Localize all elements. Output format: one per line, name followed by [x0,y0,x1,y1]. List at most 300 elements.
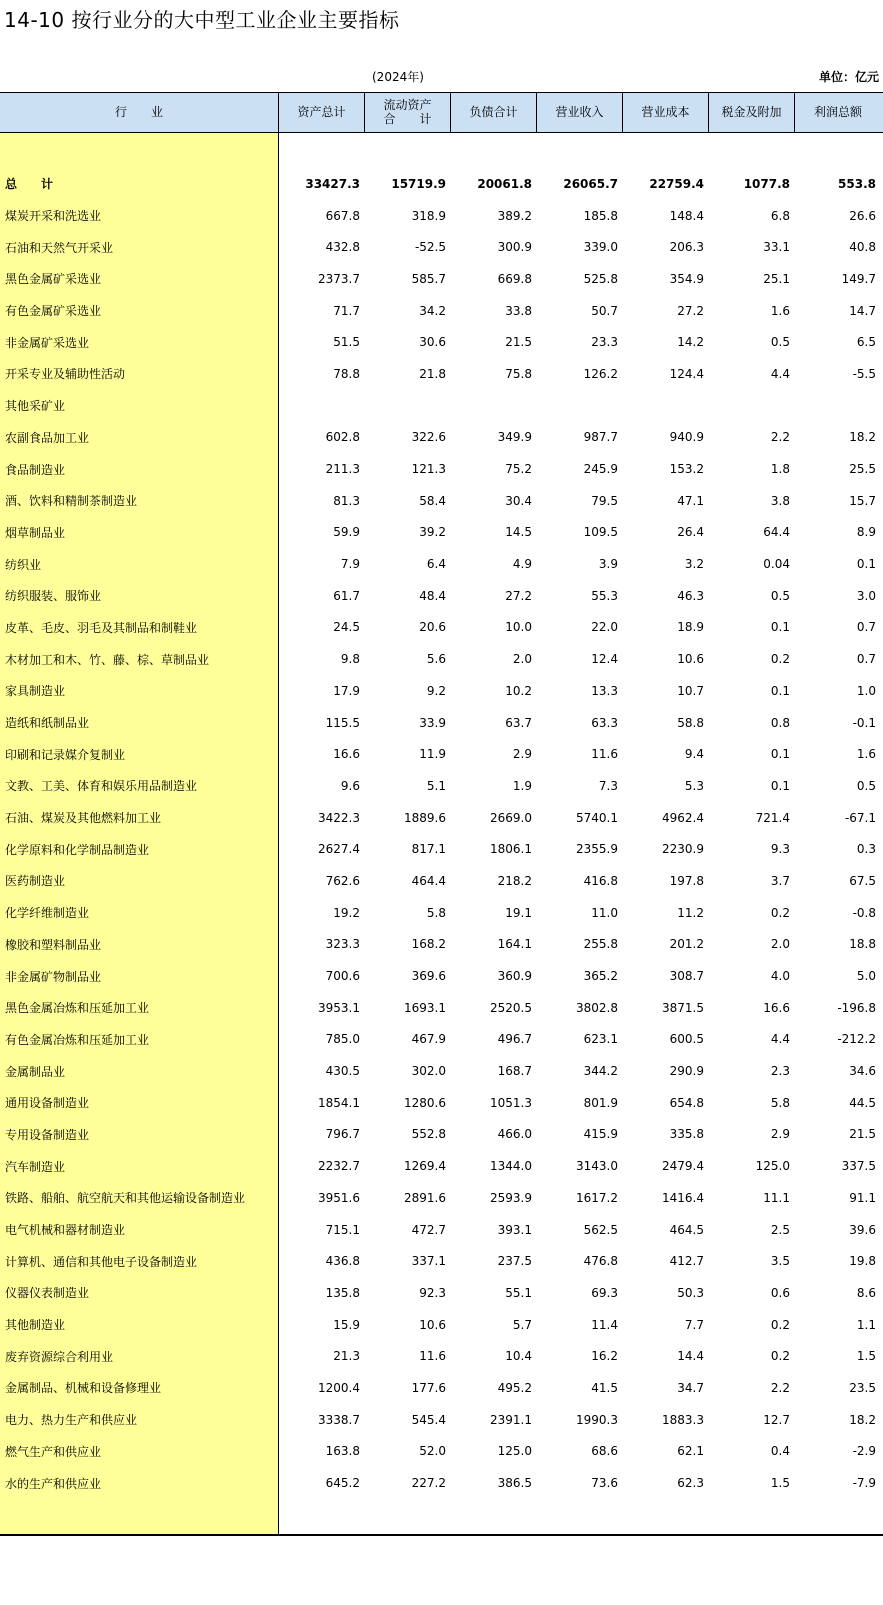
row-label: 黑色金属矿采选业 [5,272,102,287]
cell-value: 75.8 [505,366,532,381]
header-industry: 行 业 [0,93,279,132]
cell-value: 0.8 [770,715,790,730]
cell-value: -212.2 [837,1032,876,1047]
row-label: 食品制造业 [5,462,66,477]
header-current-assets [365,93,451,132]
row-label: 有色金属冶炼和压延加工业 [5,1032,150,1047]
cell-value: 721.4 [755,810,790,825]
cell-value: 1.8 [770,462,790,477]
row-label: 汽车制造业 [5,1159,66,1174]
cell-value: 185.8 [583,208,618,223]
cell-value: 67.5 [849,873,876,888]
cell-value: 48.4 [419,588,446,603]
cell-value: 553.8 [838,176,876,191]
cell-value: 23.3 [591,335,618,350]
cell-value: -0.1 [852,715,876,730]
cell-value: 5.8 [426,905,446,920]
cell-value: 6.8 [770,208,790,223]
cell-value: 39.2 [419,525,446,540]
cell-value: 115.5 [325,715,360,730]
cell-value: 39.6 [849,1222,876,1237]
cell-value: 2355.9 [576,842,618,857]
cell-value: 412.7 [669,1254,704,1269]
cell-value: 13.3 [591,683,618,698]
table-row [0,770,883,802]
cell-value: 78.8 [333,366,360,381]
cell-value: 255.8 [583,937,618,952]
cell-value: 14.4 [677,1349,704,1364]
cell-value: 1269.4 [404,1159,446,1174]
cell-value: 545.4 [411,1412,446,1427]
cell-value: 163.8 [325,1444,360,1459]
cell-value: 3871.5 [662,1000,704,1015]
cell-value: 0.3 [856,842,876,857]
cell-value: 10.6 [677,652,704,667]
row-label: 橡胶和塑料制品业 [5,937,102,952]
row-label: 有色金属矿采选业 [5,304,102,319]
cell-value: 0.1 [856,557,876,572]
cell-value: 75.2 [505,462,532,477]
cell-value: 0.5 [856,778,876,793]
table-row [0,1150,883,1182]
cell-value: -196.8 [837,1000,876,1015]
cell-value: 55.3 [591,588,618,603]
cell-value: 68.6 [591,1444,618,1459]
cell-value: 2593.9 [490,1190,532,1205]
table-row [0,1436,883,1468]
cell-value: 20061.8 [477,176,532,191]
table-row [0,1182,883,1214]
row-label: 电力、热力生产和供应业 [5,1413,138,1428]
cell-value: 645.2 [325,1476,360,1491]
cell-value: 218.2 [497,873,532,888]
cell-value: 335.8 [669,1127,704,1142]
cell-value: 10.4 [505,1349,532,1364]
cell-value: 4.0 [770,969,790,984]
cell-value: 11.2 [677,905,704,920]
cell-value: 2.3 [770,1064,790,1079]
row-label: 农副食品加工业 [5,430,90,445]
cell-value: -52.5 [414,240,446,255]
cell-value: 11.6 [419,1349,446,1364]
cell-value: 416.8 [583,873,618,888]
cell-value: 9.2 [426,683,446,698]
cell-value: 322.6 [411,430,446,445]
table-row [0,295,883,327]
cell-value: 71.7 [333,303,360,318]
cell-value: 369.6 [411,969,446,984]
cell-value: 0.04 [763,557,790,572]
cell-value: 0.1 [770,683,790,698]
cell-value: 62.3 [677,1476,704,1491]
cell-value: 79.5 [591,493,618,508]
row-label: 通用设备制造业 [5,1096,90,1111]
row-label: 纺织业 [5,557,42,572]
cell-value: 1344.0 [490,1159,532,1174]
cell-value: 3951.6 [318,1190,360,1205]
cell-value: 389.2 [497,208,532,223]
cell-value: 2232.7 [318,1159,360,1174]
cell-value: 667.8 [325,208,360,223]
cell-value: 33.9 [419,715,446,730]
cell-value: 81.3 [333,493,360,508]
cell-value: 4962.4 [662,810,704,825]
cell-value: 2.9 [512,747,532,762]
cell-value: 3.8 [770,493,790,508]
cell-value: 6.5 [856,335,876,350]
cell-value: 211.3 [325,462,360,477]
cell-value: 73.6 [591,1476,618,1491]
cell-value: 3.9 [598,557,618,572]
table-row [0,1404,883,1436]
cell-value: 177.6 [411,1380,446,1395]
cell-value: 92.3 [419,1285,446,1300]
table-row [0,960,883,992]
row-label: 木材加工和木、竹、藤、棕、草制品业 [5,652,210,667]
cell-value: 2.9 [770,1127,790,1142]
cell-value: 472.7 [411,1222,446,1237]
cell-value: 5.0 [856,969,876,984]
table-row [0,485,883,517]
cell-value: 7.3 [598,778,618,793]
cell-value: 30.6 [419,335,446,350]
cell-value: 354.9 [669,271,704,286]
cell-value: 495.2 [497,1380,532,1395]
cell-value: 1883.3 [662,1412,704,1427]
cell-value: 3802.8 [576,1000,618,1015]
cell-value: 33.1 [763,240,790,255]
cell-value: 34.7 [677,1380,704,1395]
cell-value: 386.5 [497,1476,532,1491]
cell-value: 34.6 [849,1064,876,1079]
cell-value: 4.9 [512,557,532,572]
cell-value: 22759.4 [649,176,704,191]
cell-value: 466.0 [497,1127,532,1142]
cell-value: 0.2 [770,905,790,920]
cell-value: 308.7 [669,969,704,984]
header-total-assets: 资产总计 [279,93,365,132]
table-row [0,1277,883,1309]
table-row [0,929,883,961]
table-row [0,675,883,707]
cell-value: 21.8 [419,366,446,381]
cell-value: 0.1 [770,747,790,762]
cell-value: 5.6 [426,652,446,667]
cell-value: 30.4 [505,493,532,508]
cell-value: 0.6 [770,1285,790,1300]
table-row [0,833,883,865]
row-label: 化学纤维制造业 [5,906,90,921]
row-label: 开采专业及辅助性活动 [5,367,126,382]
cell-value: 2520.5 [490,1000,532,1015]
cell-value: 22.0 [591,620,618,635]
cell-value: 1051.3 [490,1095,532,1110]
table-row [0,992,883,1024]
row-label: 造纸和纸制品业 [5,716,90,731]
cell-value: 59.9 [333,525,360,540]
cell-value: 58.8 [677,715,704,730]
cell-value: 585.7 [411,271,446,286]
cell-value: 817.1 [411,842,446,857]
cell-value: 21.5 [849,1127,876,1142]
cell-value: 1854.1 [318,1095,360,1110]
cell-value: 18.2 [849,430,876,445]
cell-value: 3.0 [856,588,876,603]
table-row [0,548,883,580]
cell-value: 0.7 [856,652,876,667]
row-label: 医药制造业 [5,874,66,889]
cell-value: 2479.4 [662,1159,704,1174]
header-total-liabilities: 负债合计 [451,93,537,132]
cell-value: 12.4 [591,652,618,667]
cell-value: 1617.2 [576,1190,618,1205]
header-taxes-surcharges: 税金及附加 [709,93,795,132]
cell-value: 323.3 [325,937,360,952]
cell-value: 17.9 [333,683,360,698]
cell-value: 467.9 [411,1032,446,1047]
cell-value: 19.8 [849,1254,876,1269]
cell-value: 15719.9 [391,176,446,191]
cell-value: 109.5 [583,525,618,540]
cell-value: 149.7 [841,271,876,286]
cell-value: 1.9 [512,778,532,793]
row-label: 专用设备制造业 [5,1127,90,1142]
row-label: 其他制造业 [5,1318,66,1333]
row-label: 电气机械和器材制造业 [5,1223,126,1238]
cell-value: 206.3 [669,240,704,255]
cell-value: 201.2 [669,937,704,952]
cell-value: 61.7 [333,588,360,603]
cell-value: 121.3 [411,462,446,477]
cell-value: 5740.1 [576,810,618,825]
cell-value: 393.1 [497,1222,532,1237]
table-row-total [0,168,883,200]
cell-value: 14.5 [505,525,532,540]
cell-value: 0.1 [770,620,790,635]
cell-value: 1077.8 [743,176,790,191]
cell-value: 18.9 [677,620,704,635]
cell-value: 25.1 [763,271,790,286]
cell-value: 15.9 [333,1317,360,1332]
cell-value: 11.0 [591,905,618,920]
row-label: 非金属矿物制品业 [5,969,102,984]
cell-value: 700.6 [325,969,360,984]
cell-value: 430.5 [325,1064,360,1079]
cell-value: 464.4 [411,873,446,888]
cell-value: 27.2 [505,588,532,603]
cell-value: 50.7 [591,303,618,318]
cell-value: 25.5 [849,462,876,477]
cell-value: 148.4 [669,208,704,223]
row-label: 文教、工美、体育和娱乐用品制造业 [5,779,198,794]
cell-value: 11.4 [591,1317,618,1332]
cell-value: 168.2 [411,937,446,952]
cell-value: 47.1 [677,493,704,508]
cell-value: 7.7 [684,1317,704,1332]
cell-value: 365.2 [583,969,618,984]
cell-value: 27.2 [677,303,704,318]
cell-value: 245.9 [583,462,618,477]
table-row [0,453,883,485]
row-label: 废弃资源综合利用业 [5,1349,114,1364]
header-operating-revenue: 营业收入 [537,93,623,132]
cell-value: 0.5 [770,335,790,350]
cell-value: 52.0 [419,1444,446,1459]
cell-value: 987.7 [583,430,618,445]
row-label: 水的生产和供应业 [5,1476,102,1491]
cell-value: 2.2 [770,430,790,445]
cell-value: 432.8 [325,240,360,255]
table-row [0,390,883,422]
row-label: 黑色金属冶炼和压延加工业 [5,1001,150,1016]
cell-value: 3338.7 [318,1412,360,1427]
cell-value: 1416.4 [662,1190,704,1205]
cell-value: 436.8 [325,1254,360,1269]
cell-value: 197.8 [669,873,704,888]
cell-value: 4.4 [770,1032,790,1047]
cell-value: 21.3 [333,1349,360,1364]
cell-value: 302.0 [411,1064,446,1079]
cell-value: 2.0 [770,937,790,952]
cell-value: 0.5 [770,588,790,603]
table-row [0,643,883,675]
cell-value: 476.8 [583,1254,618,1269]
cell-value: 14.7 [849,303,876,318]
table-row [0,1055,883,1087]
cell-value: 3422.3 [318,810,360,825]
row-label: 燃气生产和供应业 [5,1444,102,1459]
table-row [0,738,883,770]
cell-value: 669.8 [497,271,532,286]
cell-value: 126.2 [583,366,618,381]
table-row [0,802,883,834]
cell-value: 715.1 [325,1222,360,1237]
cell-value: 8.6 [856,1285,876,1300]
cell-value: 33427.3 [305,176,360,191]
cell-value: -2.9 [852,1444,876,1459]
cell-value: 9.3 [770,842,790,857]
table-row [0,263,883,295]
cell-value: 2.0 [512,652,532,667]
cell-value: 62.1 [677,1444,704,1459]
cell-value: 602.8 [325,430,360,445]
row-label: 石油、煤炭及其他燃料加工业 [5,811,162,826]
cell-value: -0.8 [852,905,876,920]
cell-value: 796.7 [325,1127,360,1142]
cell-value: 3.7 [770,873,790,888]
cell-value: 44.5 [849,1095,876,1110]
row-label: 总 计 [5,177,54,192]
page-title: 14-10 按行业分的大中型工业企业主要指标 [4,8,400,32]
cell-value: 1.1 [856,1317,876,1332]
cell-value: 5.1 [426,778,446,793]
cell-value: 8.9 [856,525,876,540]
cell-value: 2.2 [770,1380,790,1395]
cell-value: 24.5 [333,620,360,635]
cell-value: 3.2 [684,557,704,572]
cell-value: 69.3 [591,1285,618,1300]
cell-value: 164.1 [497,937,532,952]
cell-value: 10.0 [505,620,532,635]
cell-value: 464.5 [669,1222,704,1237]
cell-value: 11.9 [419,747,446,762]
cell-value: -7.9 [852,1476,876,1491]
row-label: 纺织服装、服饰业 [5,589,102,604]
cell-value: 2391.1 [490,1412,532,1427]
table-row [0,231,883,263]
table-row [0,580,883,612]
table-row [0,1467,883,1499]
table-row [0,1245,883,1277]
cell-value: 19.1 [505,905,532,920]
cell-value: 20.6 [419,620,446,635]
cell-value: 0.4 [770,1444,790,1459]
row-label: 家具制造业 [5,684,66,699]
cell-value: 1990.3 [576,1412,618,1427]
table-row [0,200,883,232]
table-row [0,1340,883,1372]
cell-value: 11.1 [763,1190,790,1205]
cell-value: 5.3 [684,778,704,793]
row-label: 计算机、通信和其他电子设备制造业 [5,1254,198,1269]
cell-value: 801.9 [583,1095,618,1110]
cell-value: 64.4 [763,525,790,540]
cell-value: 63.7 [505,715,532,730]
cell-value: 23.5 [849,1380,876,1395]
cell-value: 337.5 [841,1159,876,1174]
data-table [0,92,883,1536]
row-label: 仪器仪表制造业 [5,1286,90,1301]
cell-value: 16.6 [763,1000,790,1015]
cell-value: 2669.0 [490,810,532,825]
cell-value: 46.3 [677,588,704,603]
table-row [0,1024,883,1056]
cell-value: 58.4 [419,493,446,508]
table-header [0,93,883,133]
cell-value: 26.6 [849,208,876,223]
row-label: 非金属矿采选业 [5,335,90,350]
cell-value: 496.7 [497,1032,532,1047]
row-label: 石油和天然气开采业 [5,240,114,255]
cell-value: 3953.1 [318,1000,360,1015]
table-row [0,707,883,739]
cell-value: 337.1 [411,1254,446,1269]
cell-value: 0.1 [770,778,790,793]
cell-value: 18.2 [849,1412,876,1427]
table-row [0,897,883,929]
cell-value: 1806.1 [490,842,532,857]
cell-value: 51.5 [333,335,360,350]
cell-value: 339.0 [583,240,618,255]
cell-value: 940.9 [669,430,704,445]
table-row [0,1119,883,1151]
cell-value: 0.7 [856,620,876,635]
cell-value: 349.9 [497,430,532,445]
table-body [0,168,883,1499]
cell-value: 12.7 [763,1412,790,1427]
cell-value: 1.5 [856,1349,876,1364]
cell-value: 26065.7 [563,176,618,191]
cell-value: 2230.9 [662,842,704,857]
unit-label: 单位：亿元 [818,70,879,84]
cell-value: 16.6 [333,747,360,762]
cell-value: 153.2 [669,462,704,477]
cell-value: 600.5 [669,1032,704,1047]
cell-value: 237.5 [497,1254,532,1269]
cell-value: 33.8 [505,303,532,318]
table-row [0,1214,883,1246]
table-row [0,1309,883,1341]
